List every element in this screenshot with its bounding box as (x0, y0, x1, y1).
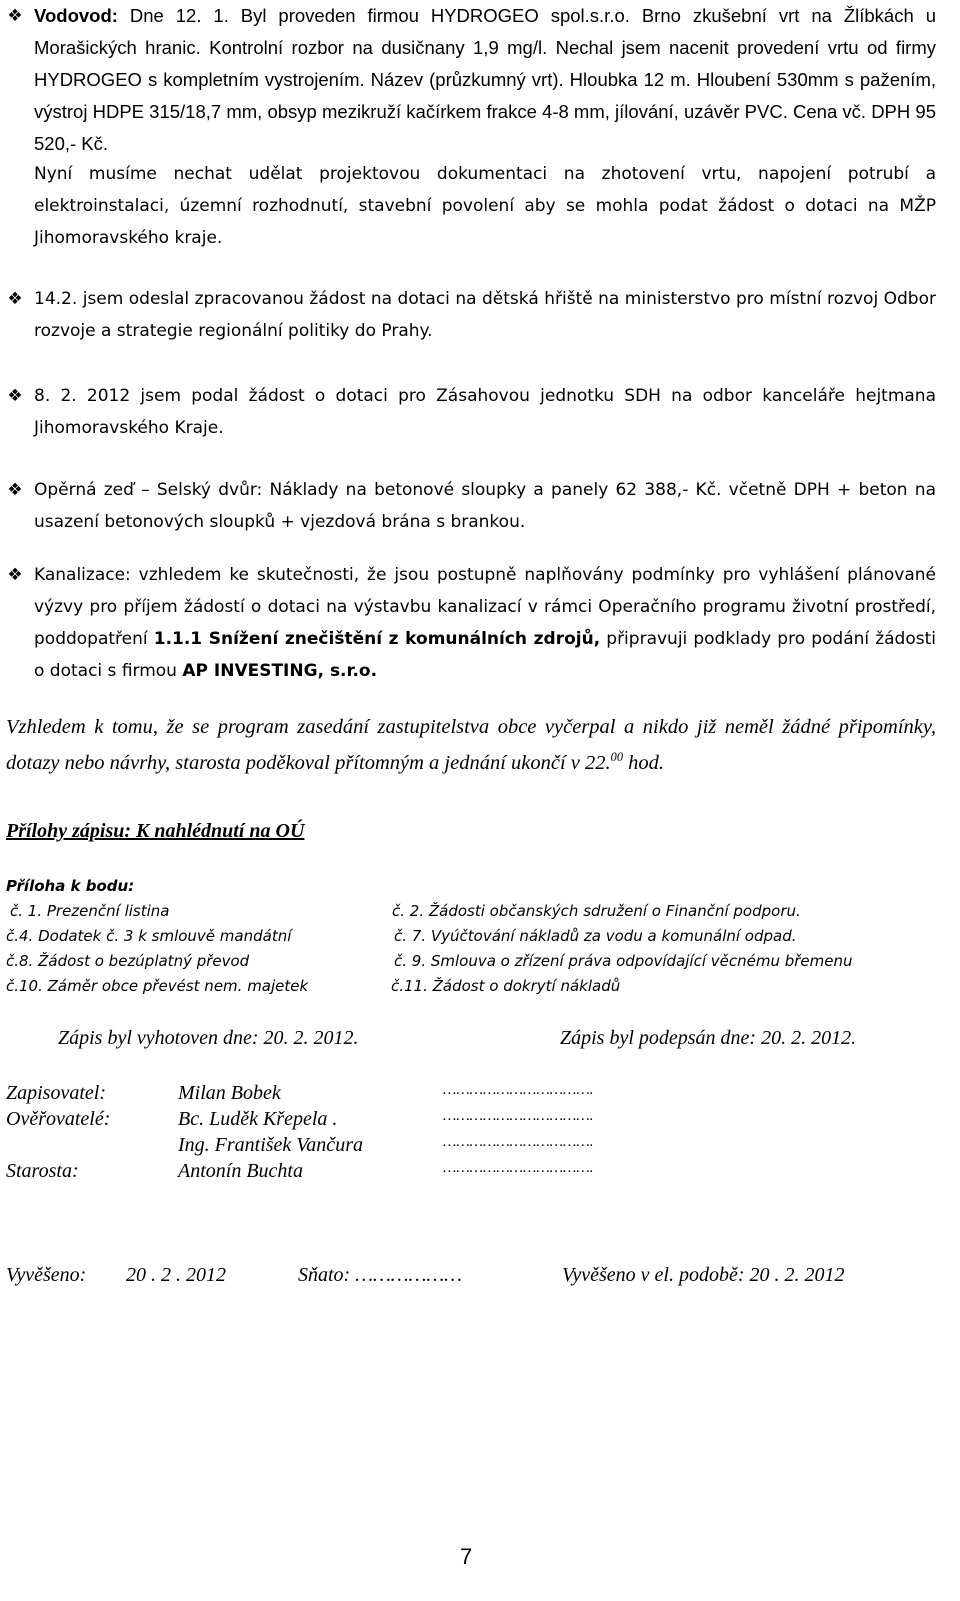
attachment-left-2: č.4. Dodatek č. 3 k smlouvě mandátní (6, 927, 292, 945)
operna-zed-paragraph: Opěrná zeď – Selský dvůr: Náklady na betonové sloupky a panely 62 388,- Kč. včetně DPH + beton na usazení betonových sloupků + vjezdová brána s brankou. (34, 480, 936, 532)
attachment-left-1: č. 1. Prezenční listina (10, 902, 170, 920)
diamond-bullet-icon: ❖ (7, 289, 23, 309)
date-signed: Zápis byl podepsán dne: 20. 2. 2012. (560, 1027, 857, 1049)
posted-label: Vyvěšeno: (6, 1264, 87, 1286)
signature-name-2: Bc. Luděk Křepela . (178, 1108, 338, 1130)
bullet-kanalizace (6, 559, 936, 687)
diamond-bullet-icon: ❖ (7, 386, 23, 406)
diamond-bullet-icon: ❖ (7, 480, 23, 500)
removed-date: Sňato: ……………… (298, 1264, 462, 1286)
vodovod-text: Dne 12. 1. Byl proveden firmou HYDROGEO spol.s.r.o. Brno zkušební vrt na Žlíbkách u Morašických hranic. Kontrolní rozbor na dusičnany 1,9 mg/l. Nechal jsem nacenit provedení vrtu od firmy HYDROGEO s kompletním vystrojením. Název (průzkumný vrt). Hloubka 12 m. Hloubení 530mm s pažením, výstroj HDPE 315/18,7 mm, obsyp mezikruží kačírkem frakce 4-8 mm, jílování, uzávěr PVC. Cena vč. DPH 95 520,- Kč. (34, 5, 936, 154)
kanalizace-paragraph: Kanalizace: vzhledem ke skutečnosti, že jsou postupně naplňovány podmínky pro vyhlášení plánované výzvy pro příjem žádostí o dotaci na výstavbu kanalizací v rámci Operačního programu životní prostředí, poddopatření 1.1.1 Snížení znečištění z komunálních zdrojů, připravuji podklady pro podání žádosti o dotaci s firmou AP INVESTING, s.r.o. (34, 565, 936, 681)
signature-role-1: Zapisovatel: (6, 1082, 106, 1104)
page-number: 7 (460, 1544, 473, 1569)
hriste-paragraph: 14.2. jsem odeslal zpracovanou žádost na dotaci na dětská hřiště na ministerstvo pro místní rozvoj Odbor rozvoje a strategie regionální politiky do Prahy. (34, 289, 936, 341)
bullet-operna-zed (6, 474, 936, 538)
electronic-posting: Vyvěšeno v el. podobě: 20 . 2. 2012 (562, 1264, 845, 1286)
bullet-vodovod (6, 0, 936, 160)
posted-date: 20 . 2 . 2012 (126, 1264, 226, 1286)
signature-name-1: Milan Bobek (178, 1082, 281, 1104)
attachment-right-1: č. 2. Žádosti občanských sdružení o Finanční podporu. (392, 902, 801, 920)
bullet-hriste (6, 283, 936, 347)
bullet-sdh (6, 380, 936, 444)
signature-role-4: Starosta: (6, 1160, 79, 1182)
signature-line-3: ……………………………. (443, 1134, 594, 1150)
signature-name-3: Ing. František Vančura (178, 1134, 363, 1156)
attachment-right-2: č. 7. Vyúčtování nákladů za vodu a komunální odpad. (394, 927, 797, 945)
attachment-left-3: č.8. Žádost o bezúplatný převod (6, 952, 250, 970)
vodovod-label: Vodovod: (34, 5, 118, 26)
signature-name-4: Antonín Buchta (178, 1160, 303, 1182)
attachment-left-4: č.10. Záměr obce převést nem. majetek (6, 977, 309, 995)
signature-line-1: ……………………………. (443, 1082, 594, 1098)
signature-role-2: Ověřovatelé: (6, 1108, 111, 1130)
attachment-right-3: č. 9. Smlouva o zřízení práva odpovídající věcnému břemenu (394, 952, 853, 970)
signature-line-4: ……………………………. (443, 1160, 594, 1176)
attachment-right-4: č.11. Žádost o dokrytí nákladů (391, 977, 621, 995)
attachments-subheading: Příloha k bodu: (6, 877, 135, 895)
date-prepared: Zápis byl vyhotoven dne: 20. 2. 2012. (58, 1027, 359, 1049)
vodovod-paragraph-2: Nyní musíme nechat udělat projektovou dokumentaci na zhotovení vrtu, napojení potrubí a elektroinstalaci, územní rozhodnutí, stavební povolení aby se mohla podat žádost o dotaci na MŽP Jihomoravského kraje. (34, 164, 936, 248)
sdh-paragraph: 8. 2. 2012 jsem podal žádost o dotaci pro Zásahovou jednotku SDH na odbor kanceláře hejtmana Jihomoravského Kraje. (34, 386, 936, 438)
attachments-heading: Přílohy zápisu: K nahlédnutí na OÚ (6, 820, 305, 842)
diamond-bullet-icon: ❖ (7, 6, 23, 26)
closing-statement: Vzhledem k tomu, že se program zasedání zastupitelstva obce vyčerpal a nikdo již neměl žádné připomínky, dotazy nebo návrhy, starosta poděkoval přítomným a jednání ukončí v 22.00 hod. (6, 716, 936, 774)
diamond-bullet-icon: ❖ (7, 565, 23, 585)
signature-line-2: ……………………………. (443, 1108, 594, 1124)
vodovod-paragraph (34, 0, 936, 160)
